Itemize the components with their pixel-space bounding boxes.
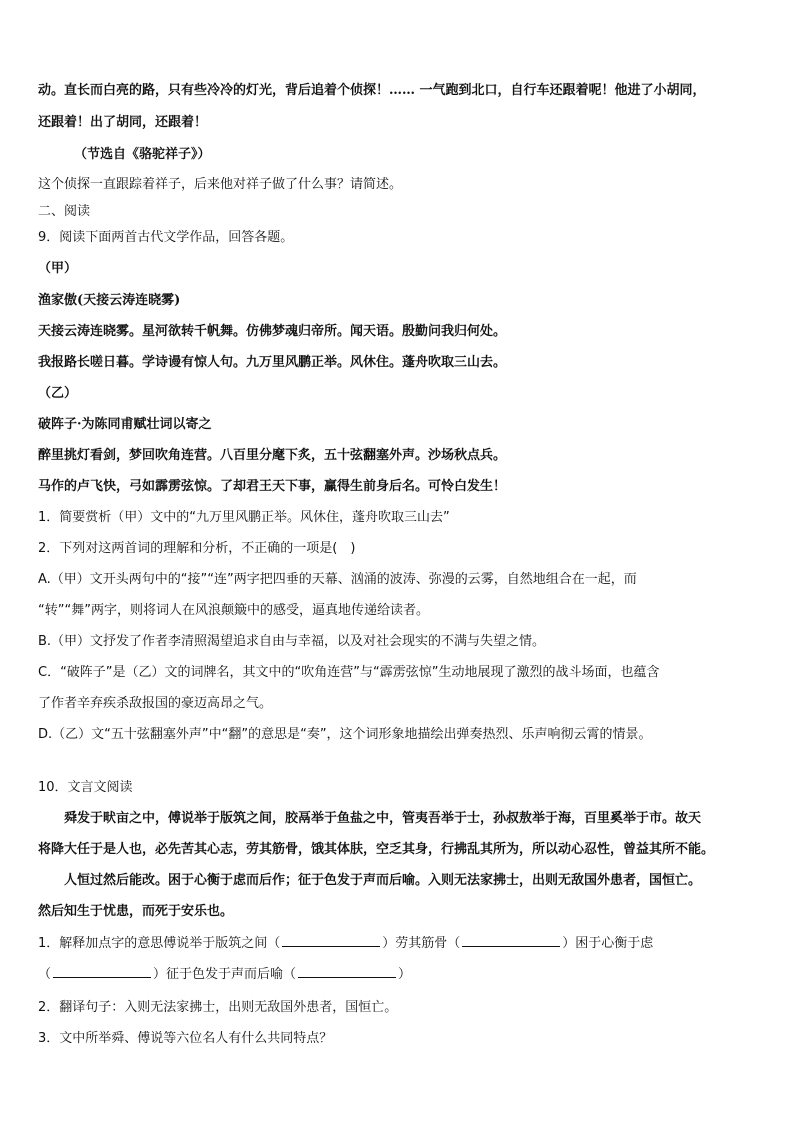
- q10-sub1-text-b: ）劳其筋骨（: [382, 936, 461, 951]
- q9-yi-label: （乙）: [38, 386, 78, 401]
- passage-question: 这个侦探一直跟踪着祥子，后来他对祥子做了什么事？请简述。: [38, 177, 403, 192]
- q9-option-d: D.（乙）文“五十弦翻塞外声”中“翻”的意思是“奏”，这个词形象地描绘出弹奏热烈、乐声响彻云霄的情景。: [38, 727, 652, 742]
- q10-sub1-text-d: （: [38, 967, 52, 982]
- q9-yi-line-2: 马作的卢飞快，弓如霹雳弦惊。了却君王天下事，赢得生前身后名。可怜白发生！: [38, 479, 507, 494]
- section-heading: 二、阅读: [38, 204, 91, 219]
- q9-jia-line-2: 我报路长嗟日暮。学诗谩有惊人句。九万里风鹏正举。风休住。蓬舟吹取三山去。: [38, 355, 507, 370]
- answer-blank-1[interactable]: [282, 934, 380, 947]
- passage-source: （节选自《骆驼祥子》）: [74, 147, 211, 162]
- q9-option-a-2: “转”“舞”两字，则将词人在风浪颠簸中的感受，逼真地传递给读者。: [38, 603, 429, 618]
- q10-sub1-line-1: [38, 934, 756, 953]
- q10-para2-line-1: 人恒过然后能改。困于心衡于虑而后作；征于色发于声而后喻。入则无法家拂士，出则无敌国外患者，国恒亡。: [64, 873, 702, 888]
- q10-sub1-text-e: ）征于色发于声而后喻（: [153, 967, 297, 982]
- q9-jia-label: （甲）: [38, 261, 78, 276]
- q10-sub2: 2．翻译句子：入则无法家拂士，出则无敌国外患者，国恒亡。: [38, 1000, 398, 1015]
- q9-jia-title: 渔家傲(天接云涛连晓雾): [38, 293, 181, 308]
- q9-sub1: 1．简要赏析（甲）文中的“九万里风鹏正举。风休住，蓬舟吹取三山去”: [38, 510, 450, 525]
- q10-sub3: 3．文中所举舜、傅说等六位名人有什么共同特点？: [38, 1031, 333, 1046]
- answer-blank-4[interactable]: [298, 965, 396, 978]
- q10-para2-line-2: 然后知生于忧患，而死于安乐也。: [38, 904, 234, 919]
- passage-line-1: 动。直长而白亮的路，只有些冷冷的灯光，背后追着个侦探！…… 一气跑到北口，自行车还跟着呢！他进了小胡同，: [38, 83, 706, 98]
- q9-prompt: 9．阅读下面两首古代文学作品，回答各题。: [38, 230, 294, 245]
- q10-sub1-line-2: [38, 965, 756, 984]
- q10-sub1-text-f: ）: [398, 967, 412, 982]
- q9-jia-line-1: 天接云涛连晓雾。星河欲转千帆舞。仿佛梦魂归帝所。闻天语。殷勤问我归何处。: [38, 324, 507, 339]
- q9-option-c-1: C．“破阵子”是（乙）文的词牌名，其文中的“吹角连营”与“霹雳弦惊”生动地展现了激烈的战斗场面，也蕴含: [38, 665, 660, 680]
- q10-para1-line-1: 舜发于畎亩之中，傅说举于版筑之间，胶鬲举于鱼盐之中，管夷吾举于士，孙叔敖举于海，百里奚举于市。故天: [64, 811, 702, 826]
- q10-para1-line-2: 将降大任于是人也，必先苦其心志，劳其筋骨，饿其体肤，空乏其身，行拂乱其所为，所以动心忍性，曾益其所不能。: [38, 842, 715, 857]
- q9-yi-line-1: 醉里挑灯看剑，梦回吹角连营。八百里分麾下炙，五十弦翻塞外声。沙场秋点兵。: [38, 448, 507, 463]
- q10-heading: 10．文言文阅读: [38, 780, 133, 795]
- q9-yi-title: 破阵子·为陈同甫赋壮词以寄之: [38, 417, 212, 432]
- q9-option-a-1: A.（甲）文开头两句中的“接”“连”两字把四垂的天幕、汹涌的波涛、弥漫的云雾，自然地组合在一起，而: [38, 572, 637, 587]
- passage-line-2: 还跟着！出了胡同，还跟着！: [38, 115, 208, 130]
- q10-sub1-text-c: ）困于心衡于虑: [562, 936, 654, 951]
- q9-option-c-2: 了作者辛弃疾杀敌报国的豪迈高昂之气。: [38, 696, 273, 711]
- answer-blank-2[interactable]: [462, 934, 560, 947]
- answer-blank-3[interactable]: [53, 965, 151, 978]
- q9-option-b: B.（甲）文抒发了作者李清照渴望追求自由与幸福，以及对社会现实的不满与失望之情。: [38, 634, 546, 649]
- q10-sub1-text-a: 1．解释加点字的意思傅说举于版筑之间（: [38, 936, 281, 951]
- q9-sub2: 2．下列对这两首词的理解和分析，不正确的一项是( ): [38, 541, 356, 556]
